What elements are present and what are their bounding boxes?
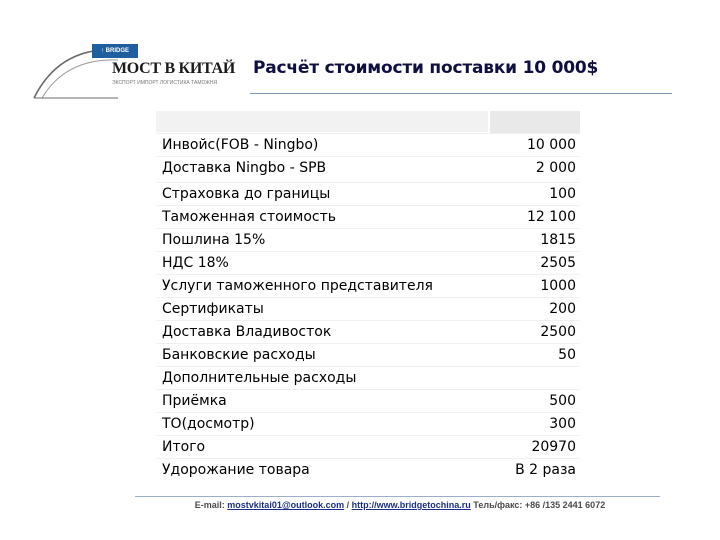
- table-row: [156, 182, 580, 205]
- email-link[interactable]: mostvkitai01@outlook.com: [227, 500, 345, 510]
- table-row: [156, 156, 580, 179]
- table-row: [156, 389, 580, 412]
- row-value: 2 000: [535, 160, 576, 176]
- row-label: Приёмка: [162, 393, 227, 409]
- row-label: Пошлина 15%: [162, 232, 266, 248]
- table-header: [156, 111, 580, 133]
- row-value: 2505: [540, 255, 576, 271]
- row-label: Доставка Владивосток: [162, 324, 332, 340]
- row-value: В 2 раза: [515, 462, 576, 478]
- footer-contacts: [140, 500, 660, 510]
- table-row: [156, 458, 580, 481]
- logo-name: МОСТ В КИТАЙ: [112, 60, 235, 77]
- logo-badge: ↑ BRIDGE: [92, 44, 138, 58]
- table-row: [156, 133, 580, 156]
- row-value: 1815: [540, 232, 576, 248]
- footer-separator: /: [344, 500, 352, 510]
- row-label: Удорожание товара: [162, 462, 310, 478]
- table-row: [156, 251, 580, 274]
- table-row: [156, 205, 580, 228]
- header-cell-label: [156, 111, 488, 133]
- title-divider: [250, 93, 672, 94]
- row-label: Страховка до границы: [162, 186, 331, 202]
- table-row: [156, 435, 580, 458]
- row-label: Итого: [162, 439, 206, 455]
- row-value: 50: [558, 347, 576, 363]
- header-cell-value: [490, 111, 580, 133]
- row-label: Банковские расходы: [162, 347, 316, 363]
- row-label: Таможенная стоимость: [162, 209, 336, 225]
- row-value: 12 100: [527, 209, 576, 225]
- row-label: НДС 18%: [162, 255, 229, 271]
- row-value: 2500: [540, 324, 576, 340]
- footer-divider: [135, 496, 660, 497]
- table-row: [156, 320, 580, 343]
- row-label: ТО(досмотр): [162, 416, 255, 432]
- row-value: 300: [549, 416, 576, 432]
- table-row: [156, 297, 580, 320]
- row-label: Дополнительные расходы: [162, 370, 357, 386]
- row-value: [488, 367, 580, 389]
- logo-tagline: ЭКСПОРТ ИМПОРТ ЛОГИСТИКА ТАМОЖНЯ: [112, 80, 218, 86]
- cost-table: [156, 111, 580, 481]
- row-label: Сертификаты: [162, 301, 264, 317]
- row-value: 100: [549, 186, 576, 202]
- page-title: Расчёт стоимости поставки 10 000$: [253, 58, 599, 78]
- row-value: 200: [549, 301, 576, 317]
- table-row: [156, 274, 580, 297]
- table-row: [156, 412, 580, 435]
- company-logo: [30, 40, 250, 102]
- row-value: 10 000: [527, 137, 576, 153]
- email-label: E-mail:: [194, 500, 228, 510]
- table-row: [156, 343, 580, 366]
- row-value: 500: [549, 393, 576, 409]
- website-link[interactable]: http://www.bridgetochina.ru: [351, 500, 471, 510]
- row-value: 20970: [531, 439, 576, 455]
- row-value: 1000: [540, 278, 576, 294]
- phone-text: Тель/факс: +86 /135 2441 6072: [470, 500, 606, 510]
- row-label: Услуги таможенного представителя: [162, 278, 433, 294]
- table-row: [156, 228, 580, 251]
- table-row: [156, 366, 580, 389]
- row-label: Доставка Ningbo - SPB: [162, 160, 327, 176]
- row-label: Инвойс(FOB - Ningbo): [162, 137, 319, 153]
